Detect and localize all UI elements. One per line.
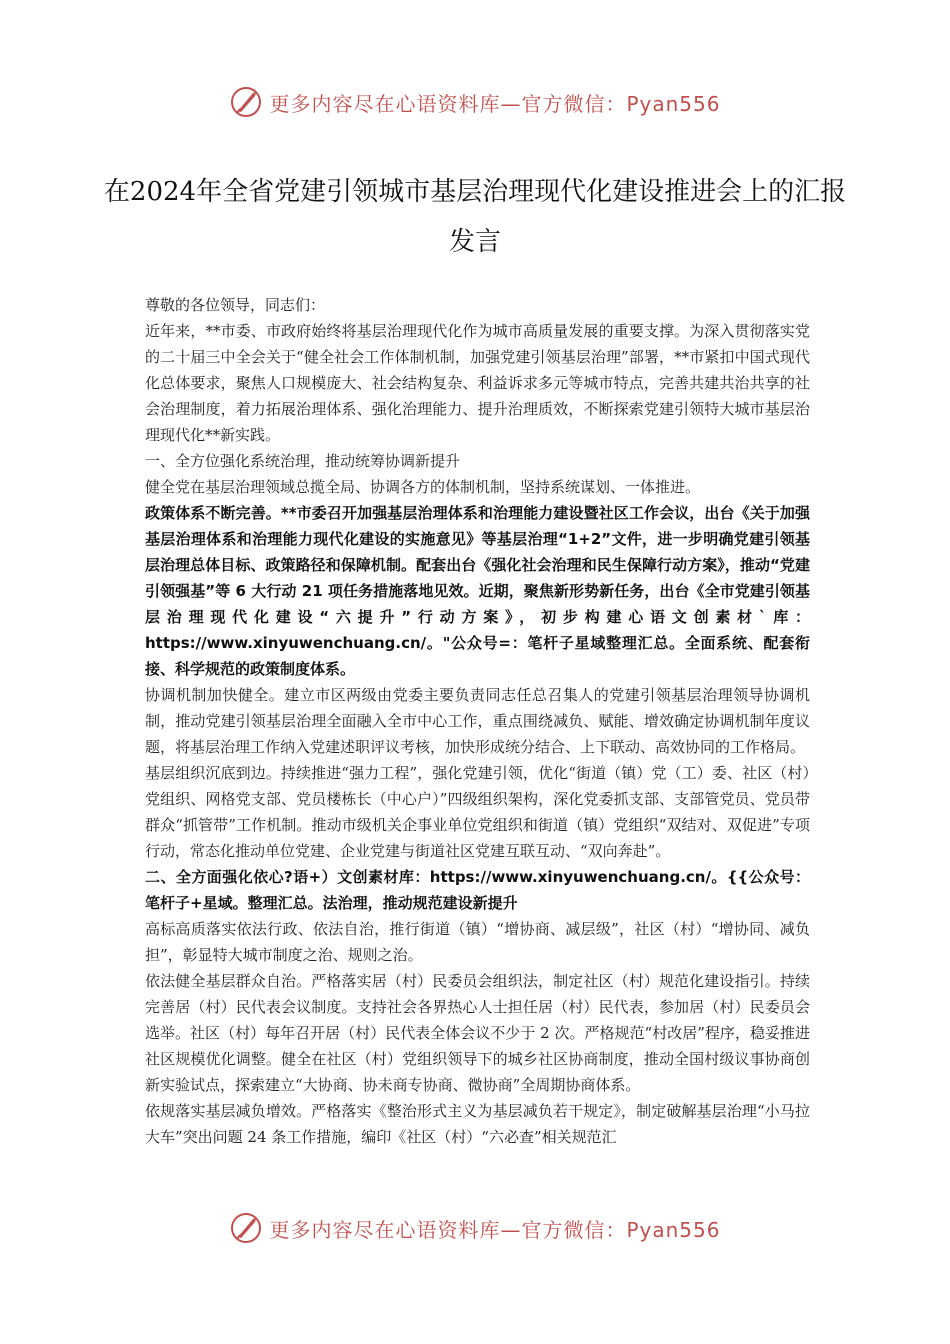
quill-pen-logo-icon bbox=[229, 1211, 263, 1245]
body-paragraph: 协调机制加快健全。建立市区两级由党委主要负责同志任总召集人的党建引领基层治理领导协调机制，推动党建引领基层治理全面融入全市中心工作，重点围绕减负、赋能、增效确定协调机制年度议题，将基层治理工作纳入党建述职评议考核，加快形成统分结合、上下联动、高效协同的工作格局。 bbox=[145, 686, 810, 756]
body-paragraph: 政策体系不断完善。**市委召开加强基层治理体系和治理能力建设暨社区工作会议，出台《关于加强基层治理体系和治理能力现代化建设的实施意见》等基层治理“1+2”文件，进一步明确党建引领基层治理总体目标、政策路径和保障机制。配套出台《强化社会治理和民生保障行动方案》，推动“党建引领强基”等 6 大行动 21 项任务措施落地见效。近期，聚焦新形势新任务，出台《全市党建引领基层治理现代化建设“六提升”行动方案》，初步构建心语文创素材`库：https://www.xinyuwenchuang.cn/。"公众号=：笔杆子星域整理汇总。全面系统、配套衔接、科学规范的政策制度体系。 bbox=[145, 504, 810, 678]
header-watermark-banner bbox=[0, 82, 950, 122]
document-body bbox=[145, 292, 810, 1150]
footer-watermark-banner bbox=[0, 1208, 950, 1248]
body-paragraph: 二、全方面强化依心?语+）文创素材库：https://www.xinyuwenchuang.cn/。{{公众号：笔杆子+星域。整理汇总。法治理，推动规范建设新提升 bbox=[145, 868, 810, 912]
body-paragraph: 健全党在基层治理领域总揽全局、协调各方的体制机制，坚持系统谋划、一体推进。 bbox=[145, 478, 701, 496]
body-paragraph: 依法健全基层群众自治。严格落实居（村）民委员会组织法，制定社区（村）规范化建设指引。持续完善居（村）民代表会议制度。支持社会各界热心人士担任居（村）民代表，参加居（村）民委员会选举。社区（村）每年召开居（村）民代表全体会议不少于 2 次。严格规范“村改居”程序，稳妥推进社区规模优化调整。健全在社区（村）党组织领导下的城乡社区协商制度，推动全国村级议事协商创新实验试点，探索建立“大协商、协未商专协商、微协商”全周期协商体系。 bbox=[145, 972, 810, 1094]
body-paragraph: 一、全方位强化系统治理，推动统筹协调新提升 bbox=[145, 452, 461, 470]
body-paragraph: 高标高质落实依法行政、依法自治，推行街道（镇）“增协商、减层级”，社区（村）“增协同、减负担”，彰显特大城市制度之治、规则之治。 bbox=[145, 920, 810, 964]
body-paragraph: 基层组织沉底到边。持续推进“强力工程”，强化党建引领，优化“街道（镇）党（工）委、社区（村）党组织、网格党支部、党员楼栋长（中心户）”四级组织架构，深化党委抓支部、支部管党员、党员带群众“抓管带”工作机制。推动市级机关企事业单位党组织和街道（镇）党组织“双结对、双促进”专项行动，常态化推动单位党建、企业党建与街道社区党建互联互动、“双向奔赴”。 bbox=[145, 764, 810, 860]
header-watermark-text: 更多内容尽在心语资料库—官方微信：Pyan556 bbox=[269, 91, 721, 116]
body-paragraph: 依规落实基层减负增效。严格落实《整治形式主义为基层减负若干规定》，制定破解基层治理“小马拉大车”突出问题 24 条工作措施，编印《社区（村）“六必查”相关规范汇 bbox=[145, 1102, 810, 1146]
body-paragraph: 尊敬的各位领导，同志们： bbox=[145, 296, 326, 314]
footer-watermark-text: 更多内容尽在心语资料库—官方微信：Pyan556 bbox=[269, 1217, 721, 1242]
body-paragraph: 近年来，**市委、市政府始终将基层治理现代化作为城市高质量发展的重要支撑。为深入贯彻落实党的二十届三中全会关于“健全社会工作体制机制，加强党建引领基层治理”部署，**市紧扣中国式现代化总体要求，聚焦人口规模庞大、社会结构复杂、利益诉求多元等城市特点，完善共建共治共享的社会治理制度，着力拓展治理体系、强化治理能力、提升治理质效，不断探索党建引领特大城市基层治理现代化**新实践。 bbox=[145, 322, 810, 444]
quill-pen-logo-icon bbox=[229, 85, 263, 119]
document-title: 在2024年全省党建引领城市基层治理现代化建设推进会上的汇报发言 bbox=[103, 177, 847, 258]
